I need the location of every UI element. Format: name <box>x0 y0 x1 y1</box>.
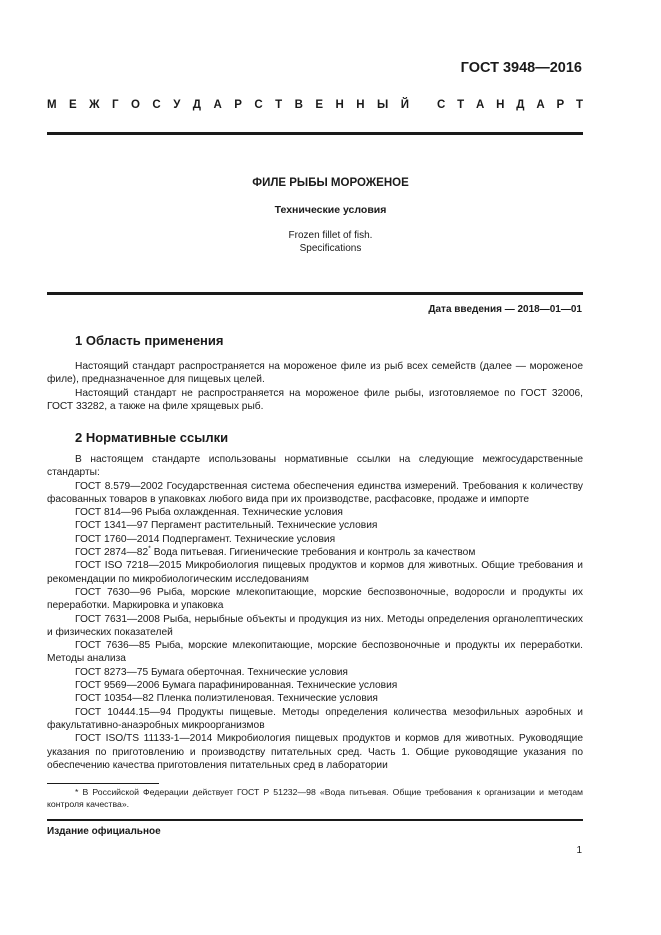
introduction-date: Дата введения — 2018—01—01 <box>428 304 582 315</box>
section-1-paragraph: Настоящий стандарт не распространяется на мороженое филе рыбы, изготовляемое по ГОСТ 32006, ГОСТ 33282, а также на филе хрящевых рыб. <box>47 387 583 412</box>
banner-letter: А <box>213 99 222 111</box>
banner-letter: Д <box>516 99 525 111</box>
banner-letter: О <box>131 99 140 111</box>
banner-letter: Ы <box>377 99 389 111</box>
reference-item: ГОСТ 10444.15—94 Продукты пищевые. Методы определения количества мезофильных аэробных и факультативно-анаэробных микроорганизмов <box>47 706 583 731</box>
banner-word-interstate <box>47 99 409 111</box>
reference-item: ГОСТ 9569—2006 Бумага парафинированная. Технические условия <box>75 680 398 692</box>
reference-title: Вода питьевая. Гигиенические требования и контроль за качеством <box>150 547 476 559</box>
section-2-body <box>47 453 583 772</box>
banner-letter: Е <box>69 99 77 111</box>
section-2-intro: В настоящем стандарте использованы нормативные ссылки на следующие межгосударственные стандарты: <box>47 454 583 479</box>
reference-item: ГОСТ 7630—96 Рыба, морские млекопитающие, морские беспозвоночные, водоросли и продукты их переработки. Маркировка и упаковка <box>47 586 583 612</box>
reference-item: ГОСТ 8273—75 Бумага оберточная. Технические условия <box>75 666 348 678</box>
banner-letter: Т <box>457 99 465 111</box>
reference-code: ГОСТ 2874—82 <box>75 547 149 559</box>
banner-letter: Ж <box>89 99 100 111</box>
banner-letter: У <box>173 99 181 111</box>
reference-item-2874 <box>47 546 583 559</box>
banner-letter: А <box>536 99 545 111</box>
document-title: ФИЛЕ РЫБЫ МОРОЖЕНОЕ <box>252 177 409 189</box>
standard-type-banner <box>47 99 583 111</box>
footer-rule <box>47 819 583 821</box>
section-1-heading: 1 Область применения <box>75 333 224 348</box>
banner-letter: Д <box>192 99 201 111</box>
banner-letter: Г <box>112 99 119 111</box>
banner-letter: Н <box>335 99 344 111</box>
banner-letter: Е <box>315 99 324 111</box>
banner-letter: Т <box>275 99 283 111</box>
section-2-heading: 2 Нормативные ссылки <box>75 430 229 445</box>
banner-letter: Н <box>356 99 365 111</box>
banner-letter: Р <box>234 99 242 111</box>
banner-letter: Й <box>400 99 409 111</box>
english-subtitle-line: Specifications <box>299 243 362 254</box>
footnote <box>47 786 583 810</box>
reference-item: ГОСТ 1760—2014 Подпергамент. Технические условия <box>75 533 336 545</box>
footnote-rule <box>47 783 159 784</box>
footnote-text: * В Российской Федерации действует ГОСТ Р 51232—98 «Вода питьевая. Общие требования к организации и методам контроля качества». <box>47 787 583 809</box>
banner-letter: Н <box>496 99 505 111</box>
banner-letter: А <box>476 99 485 111</box>
header-rule <box>47 132 583 135</box>
section-1-paragraph: Настоящий стандарт распространяется на мороженое филе из рыб всех семейств (далее — мороженое филе), предназначенное для пищевых целей. <box>47 361 583 386</box>
banner-letter: В <box>294 99 303 111</box>
banner-letter: С <box>152 99 161 111</box>
banner-letter: С <box>437 99 446 111</box>
reference-item: ГОСТ ISO 7218—2015 Микробиология пищевых продуктов и кормов для животных. Общие требования и рекомендации по микробиологическим исследованиям <box>47 560 583 585</box>
title-rule <box>47 292 583 295</box>
english-title-line: Frozen fillet of fish. <box>288 230 373 241</box>
banner-letter: Т <box>575 99 583 111</box>
section-1-body <box>47 360 583 413</box>
banner-letter: Р <box>556 99 565 111</box>
reference-item: ГОСТ 7631—2008 Рыба, нерыбные объекты и продукция из них. Методы определения органолептических и физических показателей <box>47 613 583 638</box>
reference-item: ГОСТ 8.579—2002 Государственная система обеспечения единства измерений. Требования к количеству фасованных товаров в упаковках любого вида при их производстве, расфасовке, продаже и импорте <box>47 480 583 505</box>
reference-item: ГОСТ ISO/TS 11133-1—2014 Микробиология пищевых продуктов и кормов для животных. Руководящие указания по приготовлению и производству питательных сред. Часть 1. Общие руководящие указания по обеспечению качества приготовления питательных сред в лаборатории <box>47 733 583 771</box>
footnote-marker: * <box>148 545 151 553</box>
reference-item: ГОСТ 7636—85 Рыба, морские млекопитающие, морские беспозвоночные и продукты их переработки. Методы анализа <box>47 640 583 665</box>
english-title <box>0 229 661 255</box>
banner-word-standard <box>437 99 583 111</box>
official-edition-label: Издание официальное <box>47 826 161 837</box>
banner-letter: М <box>47 99 57 111</box>
reference-item: ГОСТ 1341—97 Пергамент растительный. Технические условия <box>75 520 378 532</box>
banner-letter: С <box>254 99 263 111</box>
page-number: 1 <box>576 845 582 856</box>
gost-number: ГОСТ 3948—2016 <box>460 60 582 76</box>
document-subtitle: Технические условия <box>274 204 387 216</box>
reference-item: ГОСТ 10354—82 Пленка полиэтиленовая. Технические условия <box>75 693 378 705</box>
reference-item: ГОСТ 814—96 Рыба охлажденная. Технические условия <box>75 507 343 519</box>
